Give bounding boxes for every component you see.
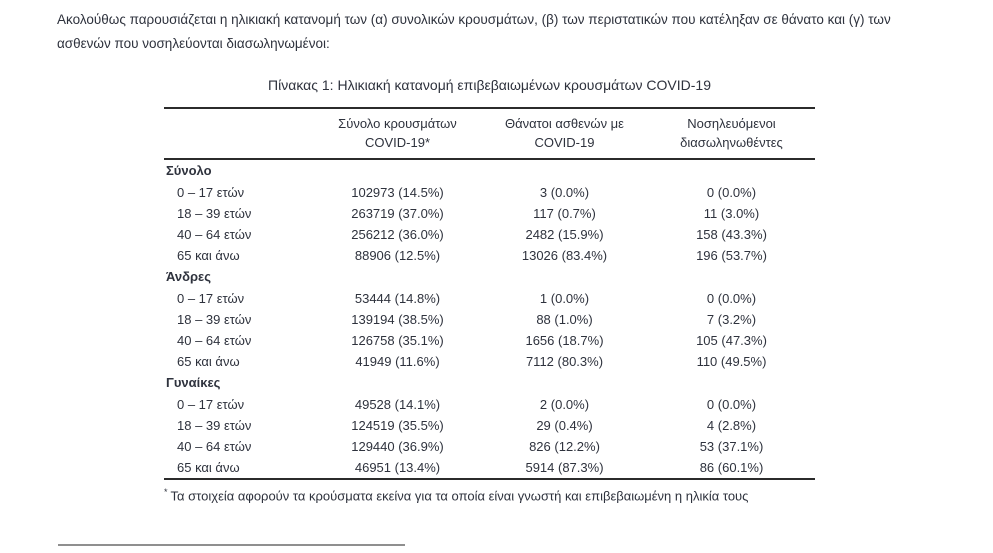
deaths-value: 117 (0.7%): [533, 206, 596, 221]
intubated-value: 53 (37.1%): [699, 439, 764, 454]
table-row: [164, 436, 815, 457]
header-row: [164, 108, 815, 159]
age-label: 18 – 39 ετών: [177, 418, 252, 433]
group-label: Γυναίκες: [166, 375, 221, 390]
intubated-value: 0 (0.0%): [706, 185, 757, 200]
table-row: [164, 457, 815, 479]
cases-value: 102973 (14.5%): [351, 185, 444, 200]
footnote-separator-line: [58, 544, 405, 546]
deaths-value: 5914 (87.3%): [525, 460, 604, 475]
cases-value: 53444 (14.8%): [354, 291, 441, 306]
header-total-cases-line1: Σύνολο κρουσμάτων: [338, 116, 457, 131]
deaths-value: 1656 (18.7%): [525, 333, 604, 348]
age-label: 40 – 64 ετών: [177, 227, 252, 242]
footnote-text: Τα στοιχεία αφορούν τα κρούσματα εκείνα για τα οποία είναι γνωστή και επιβεβαιωμένη η ηλικία τους: [170, 488, 749, 504]
cases-value: 88906 (12.5%): [354, 248, 441, 263]
intubated-value: 4 (2.8%): [706, 418, 757, 433]
cases-value: 126758 (35.1%): [351, 333, 444, 348]
age-label: 65 και άνω: [177, 460, 240, 475]
data-table: [164, 107, 815, 480]
deaths-value: 826 (12.2%): [529, 439, 600, 454]
age-label: 0 – 17 ετών: [177, 291, 245, 306]
table-row: [164, 245, 815, 266]
age-label: 0 – 17 ετών: [177, 397, 245, 412]
age-label: 18 – 39 ετών: [177, 206, 252, 221]
covid-age-distribution-table: [164, 107, 815, 505]
intubated-value: 110 (49.5%): [696, 354, 767, 369]
table-footnote: [164, 483, 815, 505]
age-label: 40 – 64 ετών: [177, 333, 252, 348]
deaths-value: 7112 (80.3%): [525, 354, 604, 369]
table-row: [164, 309, 815, 330]
intubated-value: 0 (0.0%): [706, 397, 757, 412]
intubated-value: 196 (53.7%): [696, 248, 767, 263]
cases-value: 139194 (38.5%): [351, 312, 444, 327]
age-label: 65 και άνω: [177, 248, 240, 263]
deaths-value: 2482 (15.9%): [525, 227, 604, 242]
header-intubated: [648, 108, 815, 159]
intubated-value: 7 (3.2%): [706, 312, 757, 327]
header-total-cases-line2: COVID-19*: [364, 135, 431, 150]
group-row-men: [164, 266, 815, 288]
intubated-value: 158 (43.3%): [696, 227, 767, 242]
header-total-cases: [314, 108, 481, 159]
table-row: [164, 288, 815, 309]
deaths-value: 88 (1.0%): [536, 312, 593, 327]
age-label: 0 – 17 ετών: [177, 185, 245, 200]
deaths-value: 29 (0.4%): [536, 418, 593, 433]
cases-value: 124519 (35.5%): [351, 418, 444, 433]
table-row: [164, 351, 815, 372]
table-row: [164, 203, 815, 224]
table-row: [164, 182, 815, 203]
intubated-value: 105 (47.3%): [696, 333, 767, 348]
cases-value: 263719 (37.0%): [351, 206, 444, 221]
table-row: [164, 415, 815, 436]
group-label: Άνδρες: [166, 269, 211, 284]
age-label: 18 – 39 ετών: [177, 312, 252, 327]
group-row-total: [164, 159, 815, 182]
table-row: [164, 224, 815, 245]
table-row: [164, 330, 815, 351]
intubated-value: 0 (0.0%): [706, 291, 757, 306]
header-deaths-line2: COVID-19: [534, 135, 595, 150]
group-label: Σύνολο: [166, 163, 212, 178]
group-row-women: [164, 372, 815, 394]
cases-value: 41949 (11.6%): [355, 354, 440, 369]
table-body: [164, 159, 815, 479]
table-row: [164, 394, 815, 415]
cases-value: 49528 (14.1%): [354, 397, 441, 412]
intro-paragraph: Ακολούθως παρουσιάζεται η ηλικιακή κατανομή των (α) συνολικών κρουσμάτων, (β) των περιστατικών που κατέληξαν σε θάνατο και (γ) των ασθενών που νοσηλεύονται διασωληνωμένοι:: [57, 12, 891, 51]
intubated-value: 11 (3.0%): [703, 206, 760, 221]
deaths-value: 13026 (83.4%): [521, 248, 608, 263]
header-intubated-line1: Νοσηλευόμενοι: [687, 116, 776, 131]
table-title: Πίνακας 1: Ηλικιακή κατανομή επιβεβαιωμένων κρουσμάτων COVID-19: [268, 77, 711, 93]
header-empty: [164, 108, 314, 159]
deaths-value: 1 (0.0%): [539, 291, 590, 306]
cases-value: 46951 (13.4%): [354, 460, 441, 475]
age-label: 65 και άνω: [177, 354, 240, 369]
cases-value: 256212 (36.0%): [351, 227, 444, 242]
footnote-marker: *: [164, 487, 168, 497]
header-deaths: [481, 108, 648, 159]
cases-value: 129440 (36.9%): [351, 439, 444, 454]
header-deaths-line1: Θάνατοι ασθενών με: [505, 116, 624, 131]
header-intubated-line2: διασωληνωθέντες: [680, 135, 783, 150]
deaths-value: 2 (0.0%): [539, 397, 590, 412]
table-header: [164, 108, 815, 159]
intubated-value: 86 (60.1%): [699, 460, 764, 475]
deaths-value: 3 (0.0%): [539, 185, 590, 200]
age-label: 40 – 64 ετών: [177, 439, 252, 454]
